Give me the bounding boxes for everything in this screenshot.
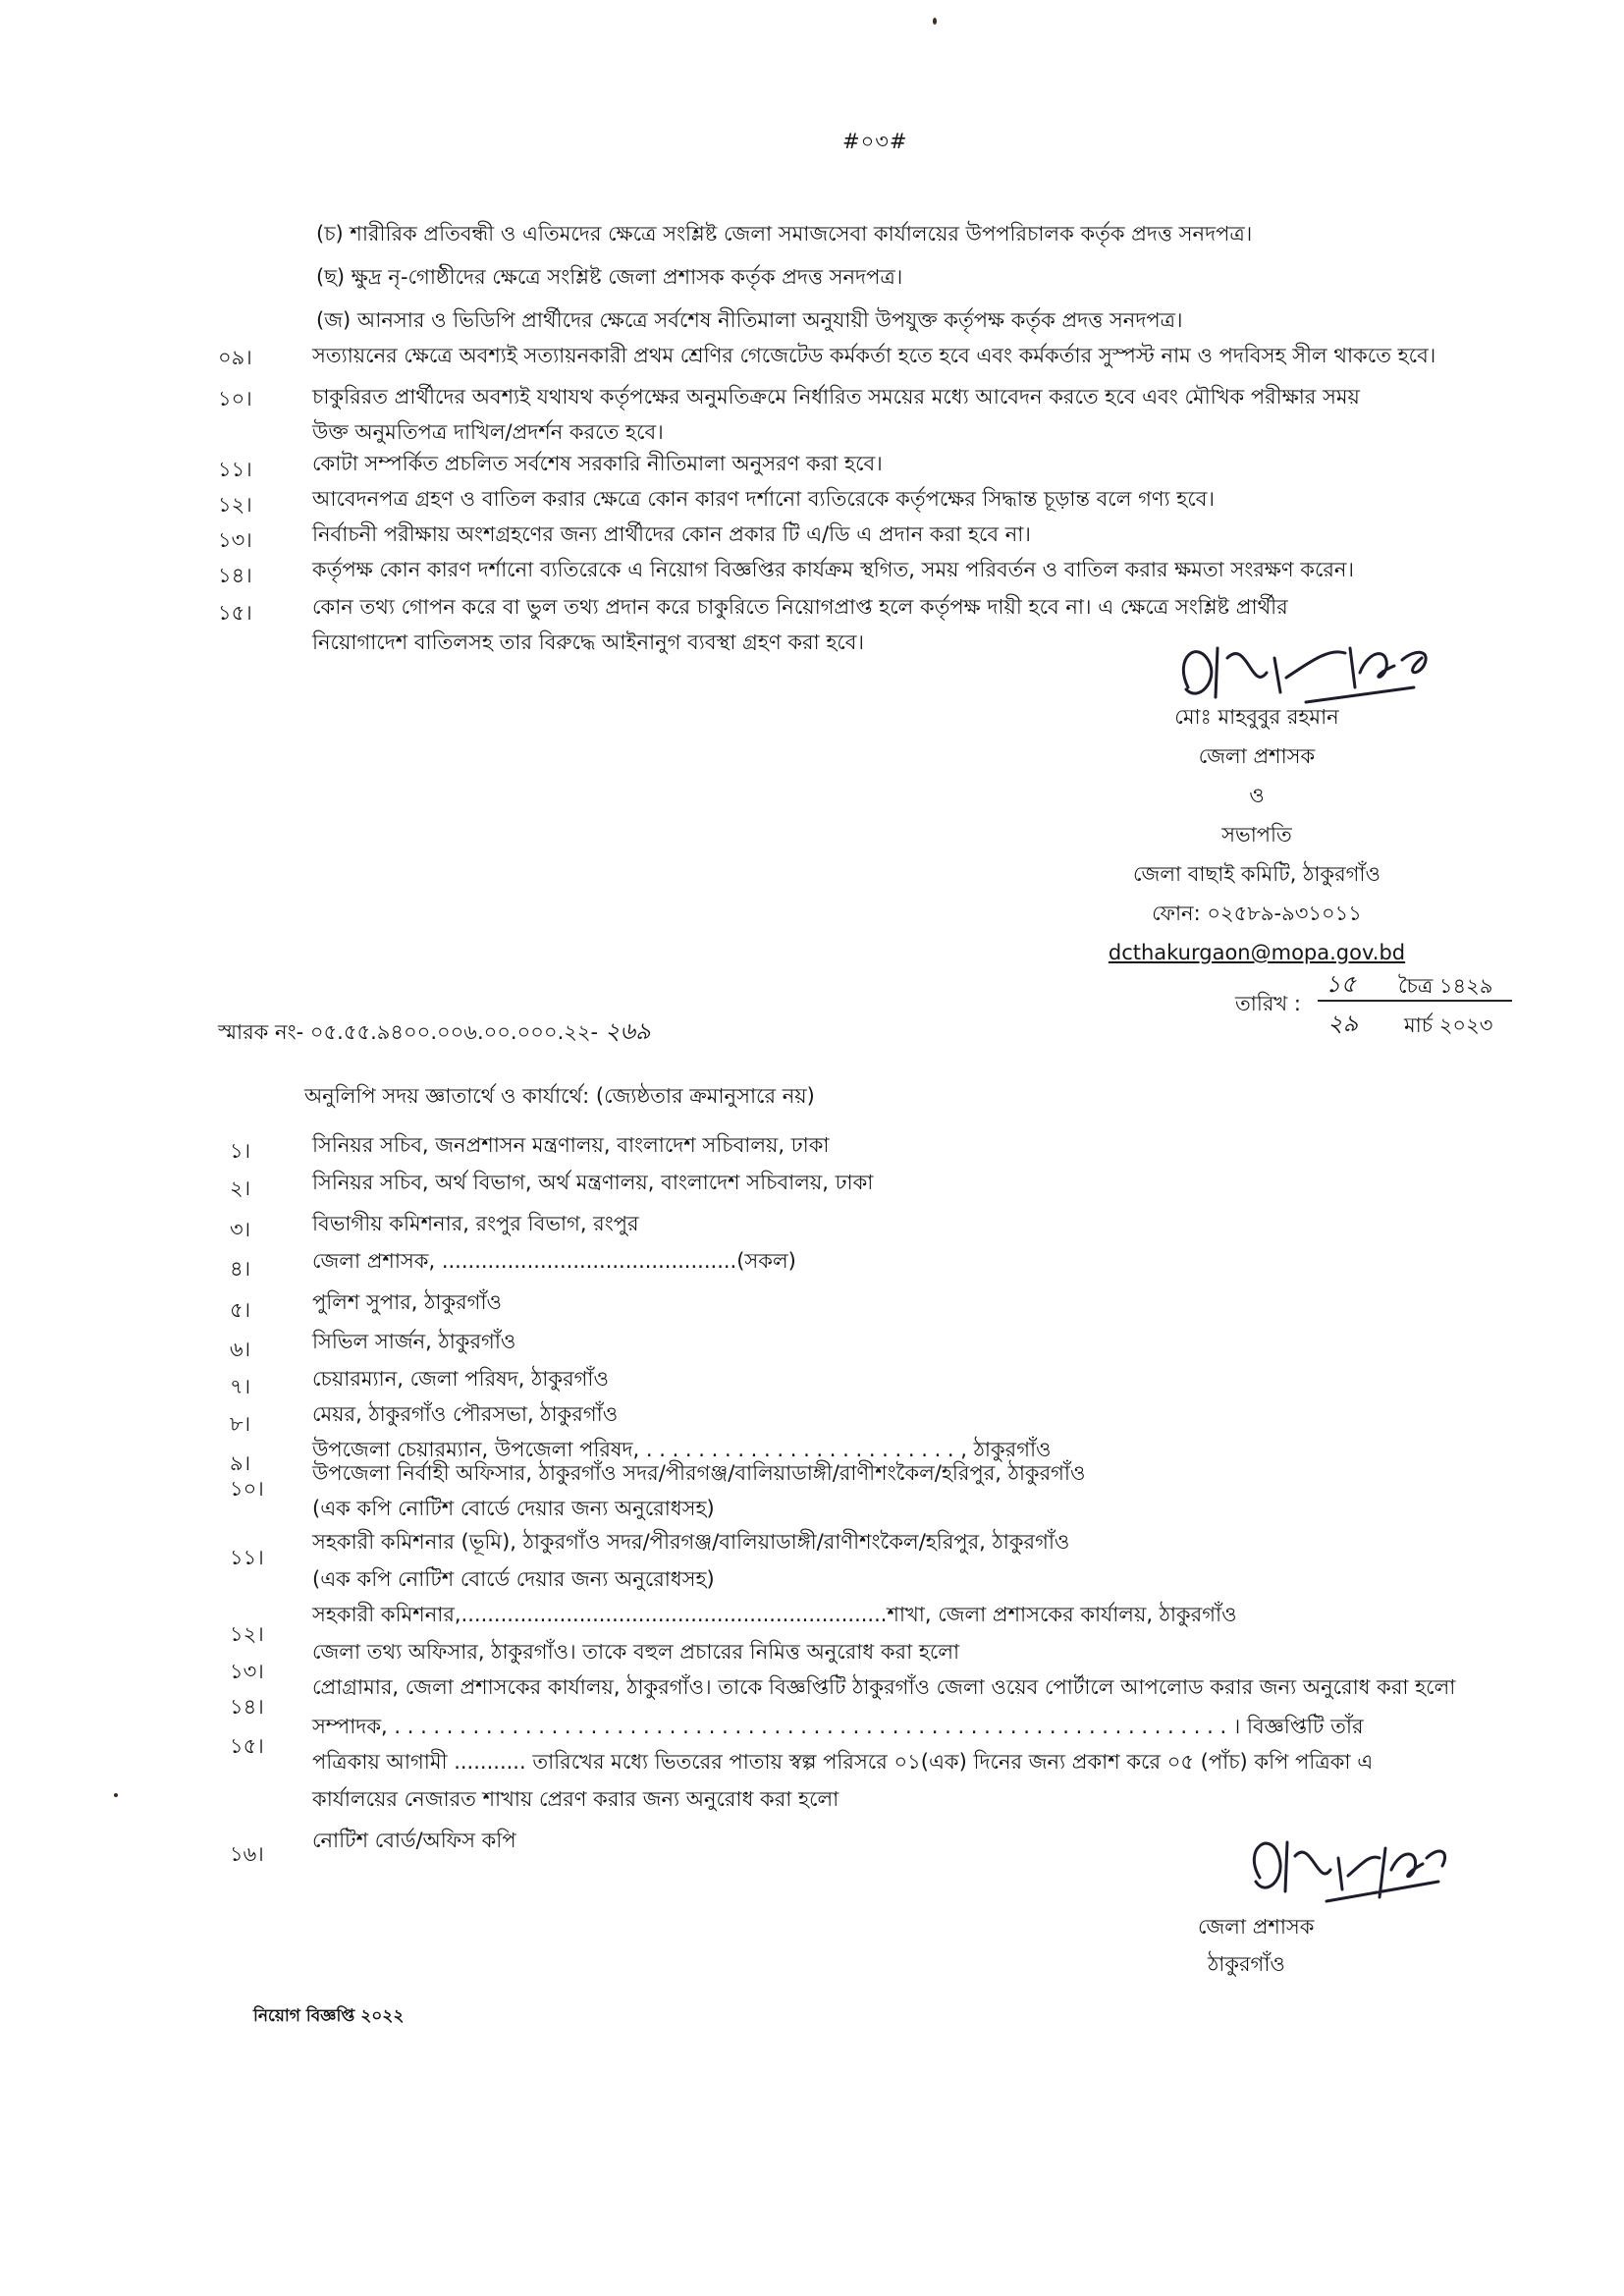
copy-text: জেলা প্রশাসক, .............................................(সকল) (312, 1249, 796, 1273)
scan-speck (114, 1793, 118, 1797)
signatory-role: সভাপতি (1221, 823, 1292, 847)
sub-item-ja: (জ) আনসার ও ভিডিপি প্রার্থীদের ক্ষেত্রে সর্বশেষ নীতিমালা অনুযায়ী উপযুক্ত কর্তৃপক্ষ কর্তৃক প্রদত্ত সনদপত্র। (316, 308, 1183, 332)
copy-number: ১২। (230, 1622, 264, 1646)
clause-number: ১৩। (218, 528, 252, 552)
copy-text: (এক কপি নোটিশ বোর্ডে দেয়ার জন্য অনুরোধসহ) (312, 1567, 715, 1591)
signatory-name: মোঃ মাহবুবুর রহমান (1174, 705, 1339, 729)
clause-text: নির্বাচনী পরীক্ষায় অংশগ্রহণের জন্য প্রার্থীদের কোন প্রকার টি এ/ডি এ প্রদান করা হবে না। (312, 522, 1031, 546)
copy-text: সহকারী কমিশনার,.................................................................শাখা, জেলা প্রশাসকের কার্যালয়, ঠাকুরগাঁও (312, 1603, 1237, 1626)
copy-number: ৪। (230, 1257, 251, 1281)
clause-number: ০৯। (218, 346, 252, 369)
copy-text: চেয়ারম্যান, জেলা পরিষদ, ঠাকুরগাঁও (312, 1367, 609, 1391)
memo-number (218, 1013, 651, 1053)
copy-text: সিনিয়র সচিব, জনপ্রশাসন মন্ত্রণালয়, বাংলাদেশ সচিবালয়, ঢাকা (312, 1133, 830, 1157)
clause-text: উক্ত অনুমতিপত্র দাখিল/প্রদর্শন করতে হবে। (312, 420, 664, 444)
date-bangla-day: ১৫ (1326, 970, 1357, 998)
copy-text: কার্যালয়ের নেজারত শাখায় প্রেরণ করার জন্য অনুরোধ করা হলো (312, 1787, 839, 1811)
copy-heading: অনুলিপি সদয় জ্ঞাতার্থে ও কার্যার্থে: (জ্যেষ্ঠতার ক্রমানুসারে নয়) (304, 1084, 815, 1108)
copy-text: সিভিল সার্জন, ঠাকুরগাঁও (312, 1330, 516, 1353)
copy-text: প্রোগ্রামার, জেলা প্রশাসকের কার্যালয়, ঠাকুরগাঁও। তাকে বিজ্ঞপ্তিটি ঠাকুরগাঁও জেলা ওয়েব পোর্টালে আপলোড করার জন্য অনুরোধ করা হলো (312, 1675, 1456, 1699)
date-divider (1318, 1000, 1512, 1002)
clause-text: কোটা সম্পর্কিত প্রচলিত সর্বশেষ সরকারি নীতিমালা অনুসরণ করা হবে। (312, 452, 883, 475)
copy-number: ১৬। (230, 1842, 264, 1866)
clause-text: নিয়োগাদেশ বাতিলসহ তার বিরুদ্ধে আইনানুগ ব্যবস্থা গ্রহণ করা হবে। (312, 630, 864, 654)
copy-text: পুলিশ সুপার, ঠাকুরগাঁও (312, 1290, 502, 1314)
clause-text: আবেদনপত্র গ্রহণ ও বাতিল করার ক্ষেত্রে কোন কারণ দর্শানো ব্যতিরেকে কর্তৃপক্ষের সিদ্ধান্ত চূড়ান্ত বলে গণ্য হবে। (312, 487, 1215, 511)
clause-number: ১০। (218, 387, 252, 410)
date-bangla-month-year: চৈত্র ১৪২৯ (1398, 974, 1493, 998)
copy-number: ১০। (230, 1477, 264, 1501)
clause-text: চাকুরিরত প্রার্থীদের অবশ্যই যথাযথ কর্তৃপক্ষের অনুমতিক্রমে নির্ধারিত সময়ের মধ্যে আবেদন করতে হবে এবং মৌখিক পরীক্ষার সময় (312, 385, 1360, 409)
memo-label: স্মারক নং- ০৫.৫৫.৯৪০০.০০৬.০০.০০০.২২- (218, 1020, 599, 1044)
bottom-signatory-district: ঠাকুরগাঁও (1208, 1952, 1285, 1976)
copy-number: ৯। (230, 1451, 251, 1475)
clause-number: ১৫। (218, 601, 252, 625)
date-label: তারিখ : (1235, 992, 1301, 1015)
copy-number: ১১। (230, 1546, 264, 1569)
clause-number: ১৪। (218, 564, 252, 587)
signatory-email[interactable]: dcthakurgaon@mopa.gov.bd (1108, 941, 1406, 964)
copy-number: ৭। (230, 1375, 251, 1398)
date-english-month-year: মার্চ ২০২৩ (1404, 1013, 1493, 1037)
signatory-designation: জেলা প্রশাসক (1198, 744, 1316, 768)
copy-number: ৫। (230, 1298, 251, 1322)
memo-handwritten-number: ২৬৯ (604, 1017, 651, 1045)
copy-text: পত্রিকায় আগামী ........... তারিখের মধ্যে ভিতরের পাতায় স্বল্প পরিসরে ০১(এক) দিনের জন্য প্রকাশ করে ০৫ (পাঁচ) কপি পত্রিকা এ (312, 1750, 1374, 1774)
copy-text: সহকারী কমিশনার (ভূমি), ঠাকুরগাঁও সদর/পীরগঞ্জ/বালিয়াডাঙ্গী/রাণীশংকৈল/হরিপুর, ঠাকুরগাঁও (312, 1530, 1070, 1554)
signatory-phone: ফোন: ০২৫৮৯-৯৩১০১১ (1152, 902, 1362, 925)
sub-item-chha: (ছ) ক্ষুদ্র নৃ-গোষ্ঠীদের ক্ষেত্রে সংশ্লিষ্ট জেলা প্রশাসক কর্তৃক প্রদত্ত সনদপত্র। (316, 265, 903, 289)
copy-text: সম্পাদক, . . . . . . . . . . . . . . . . . . . . . . . . . . . . . . . . . . . . . . . . . . . . . . . . . . . . . . . . . . . . . . . . । বিজ্ঞপ্তিটি তাঁর (312, 1715, 1364, 1738)
copy-text: জেলা তথ্য অফিসার, ঠাকুরগাঁও। তাকে বহুল প্রচারের নিমিত্ত অনুরোধ করা হলো (312, 1640, 960, 1664)
copy-text: (এক কপি নোটিশ বোর্ডে দেয়ার জন্য অনুরোধসহ) (312, 1497, 715, 1520)
clause-number: ১২। (218, 493, 252, 517)
copy-number: ৮। (230, 1412, 251, 1436)
bottom-signatory-designation: জেলা প্রশাসক (1198, 1915, 1315, 1939)
copy-number: ১৩। (230, 1660, 264, 1683)
clause-number: ১১। (218, 458, 252, 481)
signatory-block (1060, 697, 1453, 972)
copy-text: বিভাগীয় কমিশনার, রংপুর বিভাগ, রংপুর (312, 1212, 639, 1235)
copy-number: ২। (230, 1176, 251, 1200)
clause-text: কর্তৃপক্ষ কোন কারণ দর্শানো ব্যতিরেকে এ নিয়োগ বিজ্ঞপ্তির কার্যক্রম স্থগিত, সময় পরিবর্তন ও বাতিল করার ক্ষমতা সংরক্ষণ করেন। (312, 558, 1354, 581)
copy-number: ১। (230, 1139, 251, 1163)
scan-speck (933, 18, 937, 25)
clause-text: সত্যায়নের ক্ষেত্রে অবশ্যই সত্যায়নকারী প্রথম শ্রেণির গেজেটেড কর্মকর্তা হতে হবে এবং কর্মকর্তার সুস্পস্ট নাম ও পদবিসহ সীল থাকতে হবে। (312, 344, 1436, 367)
copy-text: উপজেলা নির্বাহী অফিসার, ঠাকুরগাঁও সদর/পীরগঞ্জ/বালিয়াডাঙ্গী/রাণীশংকৈল/হরিপুর, ঠাকুরগাঁও (312, 1461, 1086, 1485)
signatory-conjunction: ও (1249, 784, 1265, 807)
copy-text: সিনিয়র সচিব, অর্থ বিভাগ, অর্থ মন্ত্রণালয়, বাংলাদেশ সচিবালয়, ঢাকা (312, 1171, 874, 1194)
copy-number: ৩। (230, 1218, 251, 1241)
sub-item-cha: (চ) শারীরিক প্রতিবন্ধী ও এতিমদের ক্ষেত্রে সংশ্লিষ্ট জেলা সমাজসেবা কার্যালয়ের উপপরিচালক কর্তৃক প্রদত্ত সনদপত্র। (316, 222, 1253, 246)
copy-text: মেয়র, ঠাকুরগাঁও পৌরসভা, ঠাকুরগাঁও (312, 1402, 619, 1426)
copy-number: ১৫। (230, 1734, 264, 1758)
signature-bottom (1232, 1819, 1458, 1917)
footer-note: নিয়োগ বিজ্ঞপ্তি ২০২২ (253, 2006, 405, 2026)
page-number: #০৩# (842, 130, 908, 153)
copy-number: ১৪। (230, 1695, 264, 1719)
clause-text: কোন তথ্য গোপন করে বা ভুল তথ্য প্রদান করে চাকুরিতে নিয়োগপ্রাপ্ত হলে কর্তৃপক্ষ দায়ী হবে না। এ ক্ষেত্রে সংশ্লিষ্ট প্রার্থীর (312, 595, 1288, 619)
date-english-day: ২৯ (1327, 1010, 1359, 1037)
signatory-committee: জেলা বাছাই কমিটি, ঠাকুরগাঁও (1133, 862, 1380, 886)
copy-number: ৬। (230, 1338, 251, 1361)
copy-text: নোটিশ বোর্ড/অফিস কপি (312, 1829, 516, 1852)
copy-text: উপজেলা চেয়ারম্যান, উপজেলা পরিষদ, . . . . . . . . . . . . . . . . . . . . . . . . , ঠাকুরগাঁও (312, 1438, 1052, 1461)
